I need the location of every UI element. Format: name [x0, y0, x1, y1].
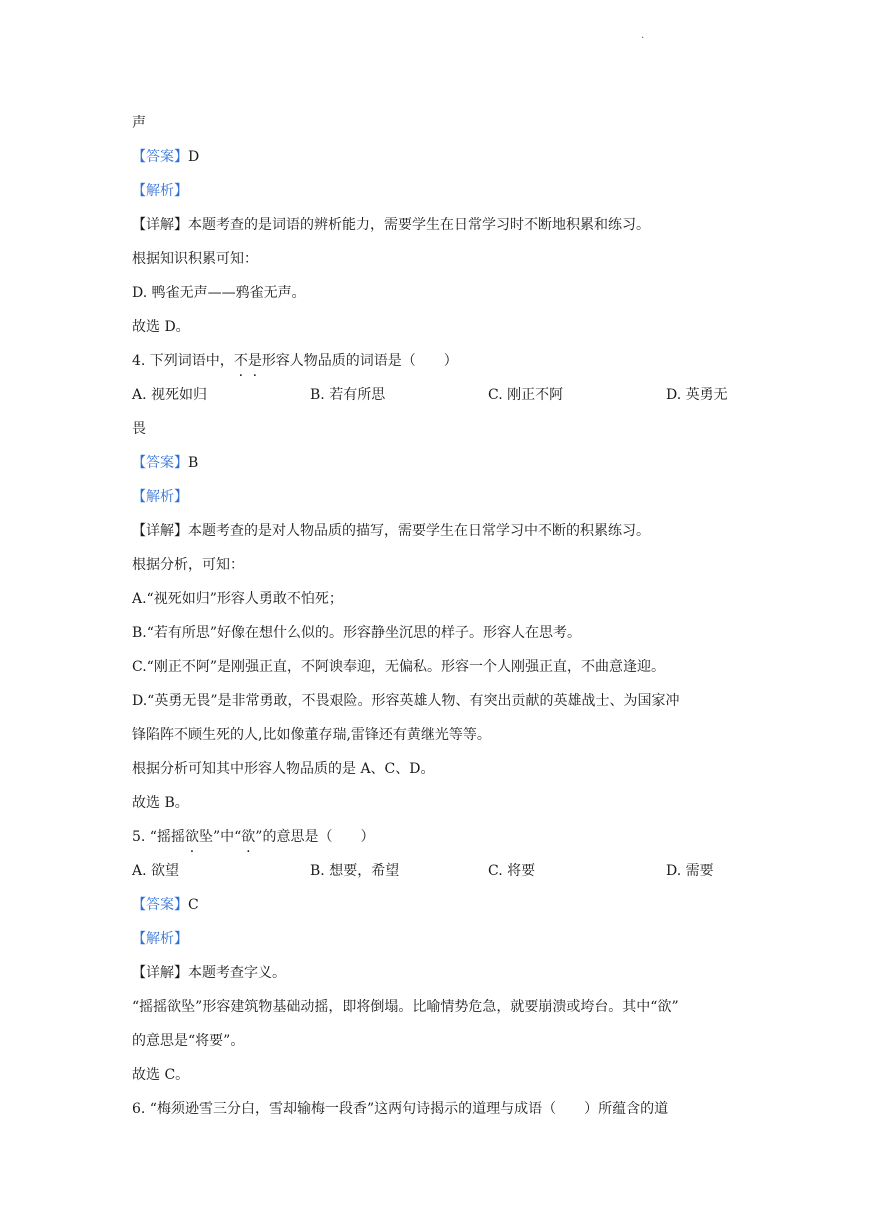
emphasis-char: 欲	[184, 829, 199, 845]
emphasis-char: 不	[233, 353, 248, 369]
answer-value: B	[188, 455, 199, 471]
option-b: B. 若有所思	[310, 387, 386, 403]
answer-line	[132, 446, 742, 480]
text-line: 根据知识积累可知：	[132, 251, 258, 267]
text-line: 故选 C。	[132, 1067, 190, 1083]
analysis-tag: 【解析】	[132, 931, 188, 947]
option-d: D. 英勇无	[666, 387, 728, 403]
question-5-options	[132, 854, 742, 888]
text-line: C.“刚正不阿”是刚强正直，不阿谀奉迎，无偏私。形容一个人刚强正直，不曲意逢迎。	[132, 659, 665, 675]
text-line: D.“英勇无畏”是非常勇敢，不畏艰险。形容英雄人物、有突出贡献的英雄战士、为国家冲	[132, 693, 680, 709]
question-text: 4. 下列词语中，	[132, 353, 234, 369]
question-5	[132, 820, 742, 854]
answer-value: D	[188, 149, 200, 165]
emphasis-char: 欲	[241, 829, 256, 845]
detail-text: 本题考查字义。	[188, 965, 286, 981]
question-text: 坠”中“	[198, 829, 242, 845]
question-text: 形容人物品质的词语是（ ）	[261, 353, 458, 369]
text-line: 故选 B。	[132, 795, 189, 811]
option-c: C. 将要	[488, 863, 536, 879]
question-text: 5. “摇摇	[132, 829, 185, 845]
text-line: D. 鸭雀无声——鸦雀无声。	[132, 285, 306, 301]
text-line: 声	[132, 115, 146, 131]
answer-line	[132, 888, 742, 922]
option-b: B. 想要，希望	[310, 863, 400, 879]
answer-line	[132, 140, 742, 174]
text-line: A.“视死如归”形容人勇敢不怕死；	[132, 591, 343, 607]
option-c: C. 刚正不阿	[488, 387, 564, 403]
detail-text: 本题考查的是对人物品质的描写，需要学生在日常学习中不断的积累练习。	[188, 523, 650, 539]
detail-line	[132, 514, 742, 548]
page-mark: .	[641, 30, 645, 41]
question-6: 6. “梅须逊雪三分白，雪却输梅一段香”这两句诗揭示的道理与成语（ ）所蕴含的道	[132, 1101, 669, 1117]
question-4-options	[132, 378, 742, 412]
option-d: D. 需要	[666, 863, 714, 879]
question-text: ”的意思是（ ）	[255, 829, 375, 845]
detail-tag: 【详解】	[132, 965, 188, 981]
answer-tag: 【答案】	[132, 455, 188, 471]
detail-line	[132, 208, 742, 242]
detail-tag: 【详解】	[132, 523, 188, 539]
detail-tag: 【详解】	[132, 217, 188, 233]
answer-tag: 【答案】	[132, 149, 188, 165]
detail-text: 本题考查的是词语的辨析能力，需要学生在日常学习时不断地积累和练习。	[188, 217, 650, 233]
answer-tag: 【答案】	[132, 897, 188, 913]
emphasis-char: 是	[247, 353, 262, 369]
text-line: 故选 D。	[132, 319, 190, 335]
text-line: 的意思是“将要”。	[132, 1033, 245, 1049]
option-d-continued: 畏	[132, 421, 146, 437]
text-line: B.“若有所思”好像在想什么似的。形容静坐沉思的样子。形容人在思考。	[132, 625, 582, 641]
answer-value: C	[188, 897, 199, 913]
question-4	[132, 344, 742, 378]
option-a: A. 欲望	[132, 863, 180, 879]
text-line: 根据分析，可知：	[132, 557, 244, 573]
analysis-tag: 【解析】	[132, 183, 188, 199]
text-line: “摇摇欲坠”形容建筑物基础动摇，即将倒塌。比喻情势危急，就要崩溃或垮台。其中“欲”	[132, 999, 679, 1015]
document-body	[132, 106, 742, 1126]
option-a: A. 视死如归	[132, 387, 208, 403]
text-line: 根据分析可知其中形容人物品质的是 A、C、D。	[132, 761, 435, 777]
text-line: 锋陷阵不顾生死的人,比如像董存瑞,雷锋还有黄继光等等。	[132, 727, 491, 743]
analysis-tag: 【解析】	[132, 489, 188, 505]
detail-line	[132, 956, 742, 990]
